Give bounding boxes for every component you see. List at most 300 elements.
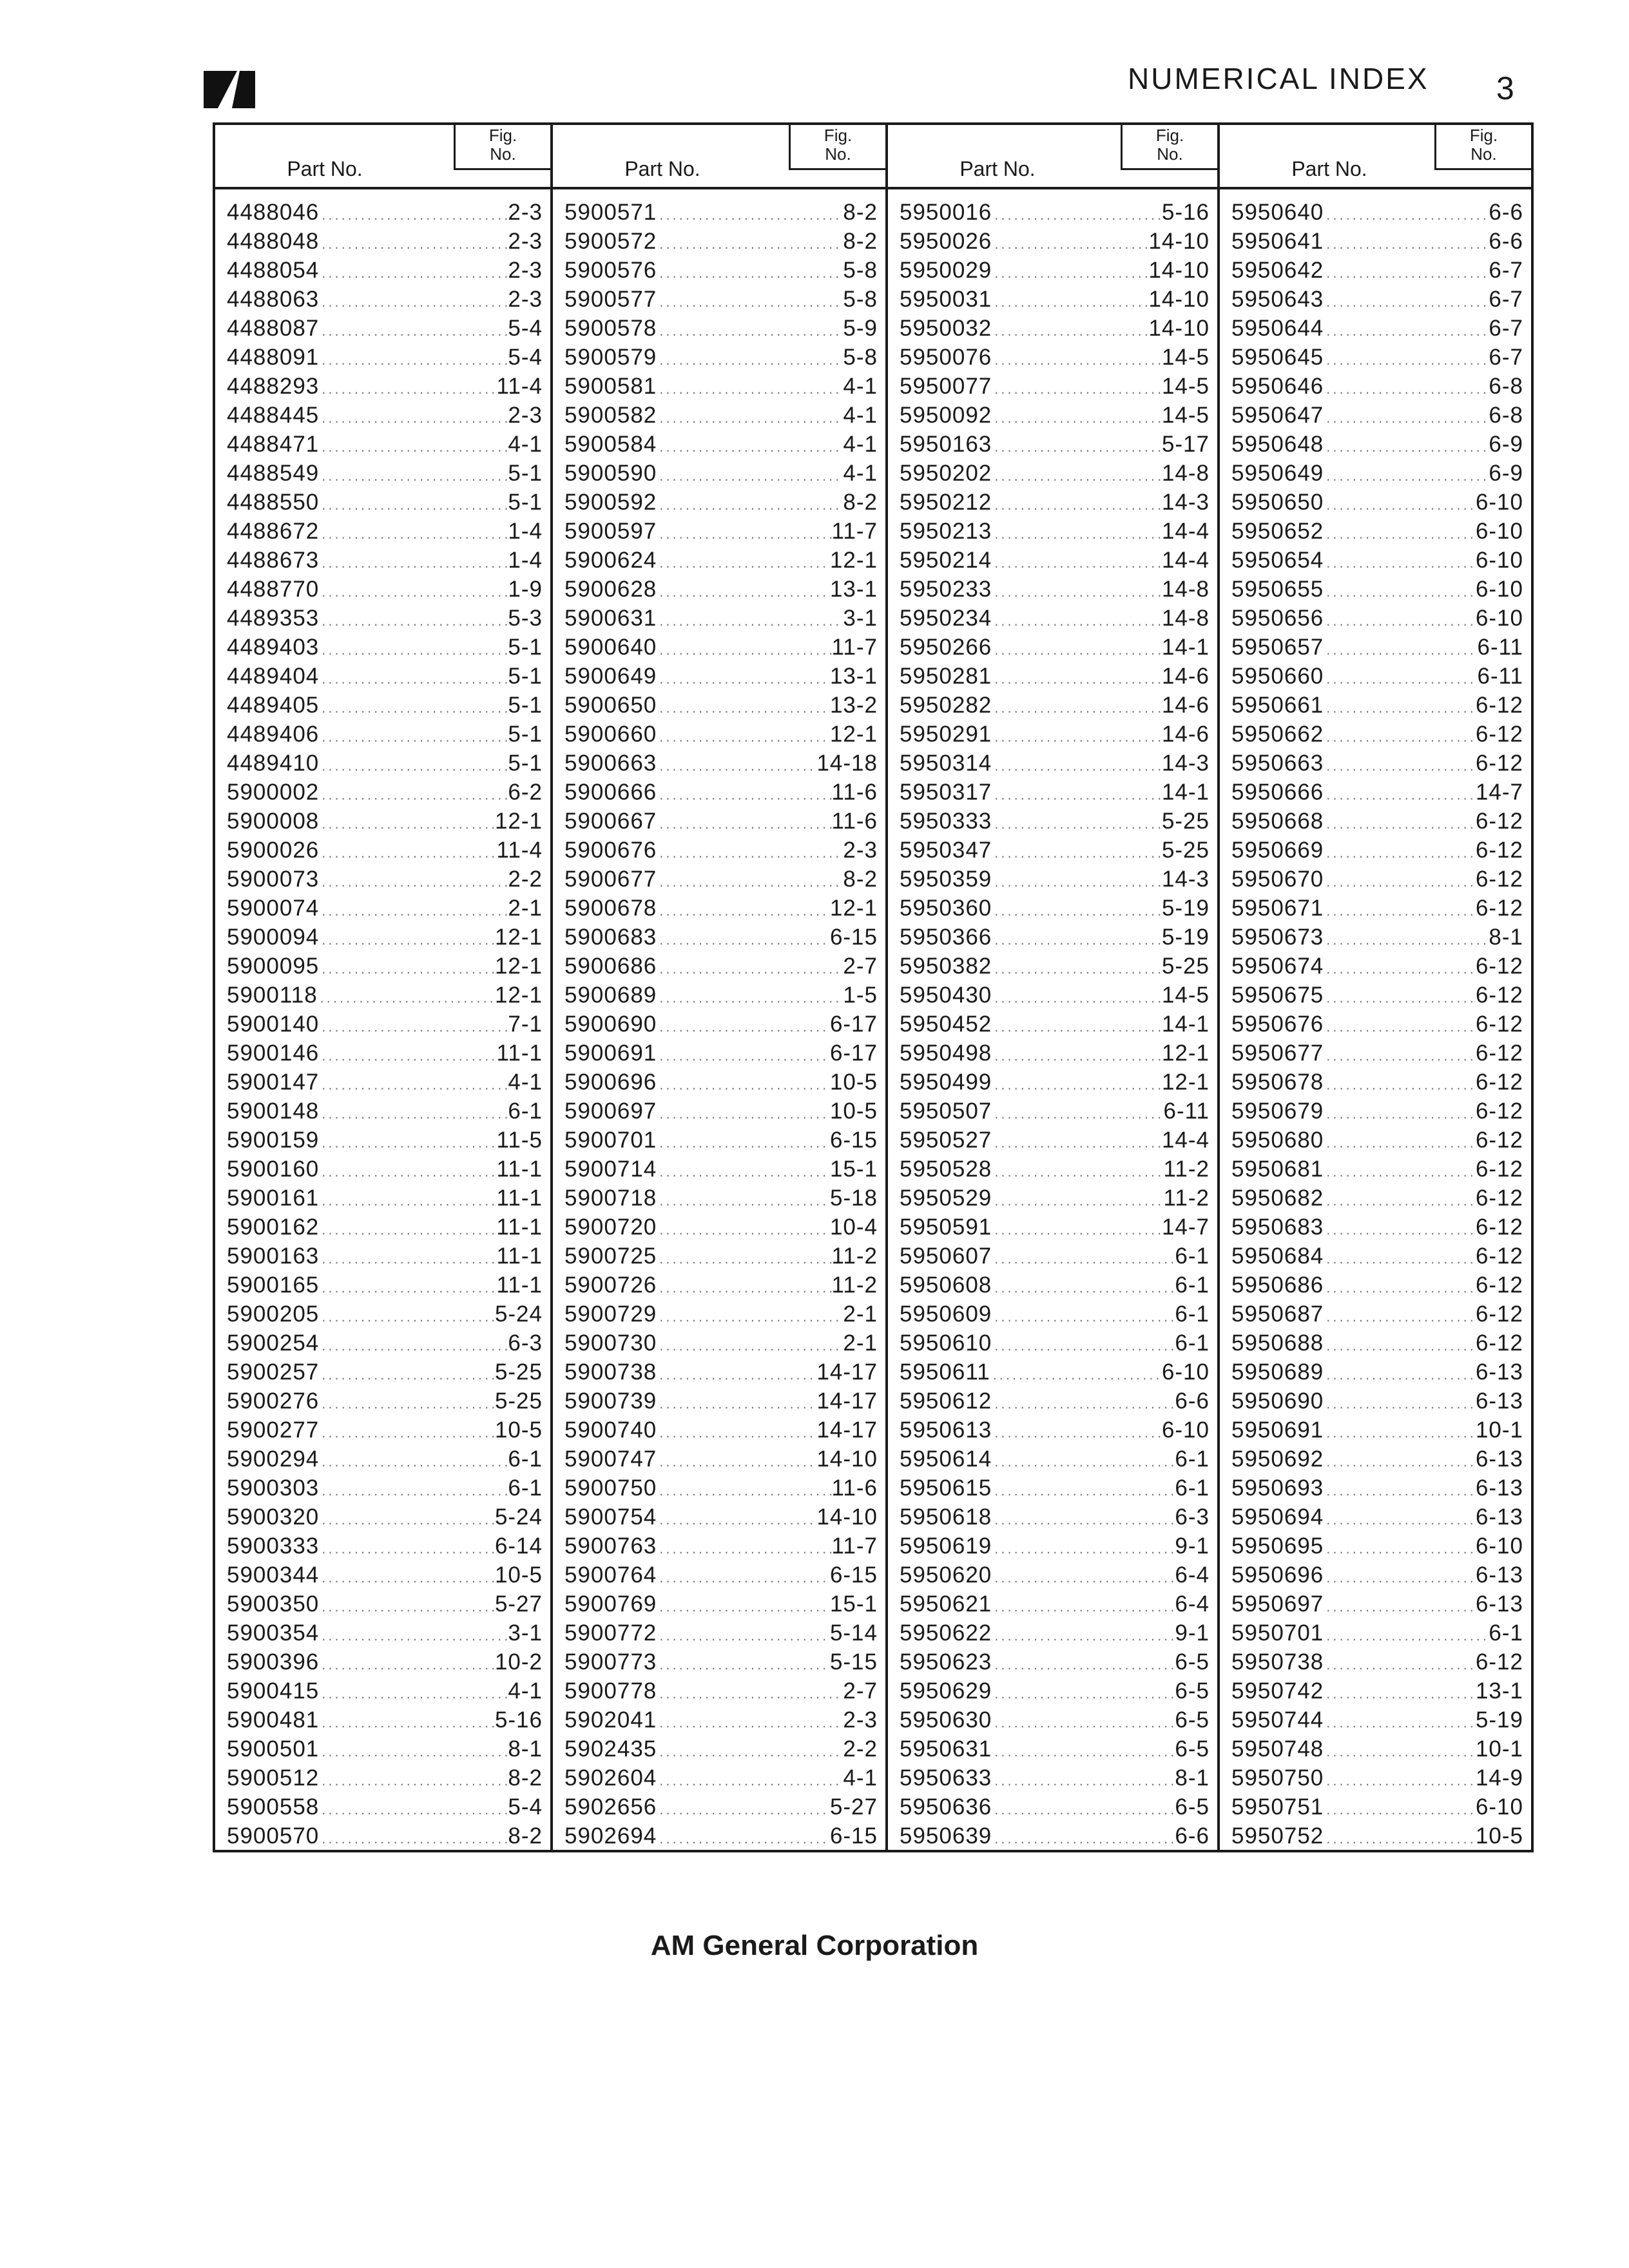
part-number: 5900689 bbox=[564, 983, 657, 1008]
part-number: 5950163 bbox=[900, 432, 992, 457]
dot-leader bbox=[657, 1099, 830, 1126]
dot-leader bbox=[1324, 577, 1476, 604]
part-number: 5950643 bbox=[1231, 287, 1324, 312]
figure-number: 6-12 bbox=[1475, 751, 1523, 776]
part-number: 5950677 bbox=[1231, 1041, 1324, 1066]
dot-leader bbox=[1324, 1505, 1476, 1532]
part-number: 5900677 bbox=[564, 867, 657, 892]
dot-leader bbox=[319, 1418, 495, 1445]
dot-leader bbox=[318, 983, 495, 1010]
part-number: 5950233 bbox=[900, 577, 992, 602]
table-row bbox=[564, 285, 878, 314]
table-row bbox=[227, 836, 543, 865]
figure-number: 14-6 bbox=[1161, 722, 1210, 747]
figure-number: 6-1 bbox=[1175, 1244, 1210, 1269]
figure-number: 1-4 bbox=[508, 519, 543, 544]
dot-leader bbox=[657, 1128, 830, 1155]
table-row bbox=[564, 1155, 878, 1184]
part-number: 5950655 bbox=[1231, 577, 1324, 602]
figure-number: 14-17 bbox=[816, 1389, 878, 1414]
dot-leader bbox=[319, 1244, 496, 1271]
table-row bbox=[1231, 314, 1523, 343]
part-number: 5950615 bbox=[900, 1475, 992, 1501]
table-column-4 bbox=[1217, 125, 1531, 1850]
dot-leader bbox=[1324, 1360, 1476, 1387]
dot-leader bbox=[1324, 461, 1489, 488]
dot-leader bbox=[657, 1679, 843, 1706]
fig-no-header: Fig. No. bbox=[1469, 126, 1498, 164]
part-number: 5900333 bbox=[227, 1533, 320, 1559]
dot-leader bbox=[319, 867, 508, 894]
table-row bbox=[900, 1590, 1210, 1619]
part-number: 5950679 bbox=[1231, 1099, 1324, 1124]
figure-number: 2-7 bbox=[843, 1678, 878, 1704]
table-row bbox=[564, 1242, 878, 1271]
dot-leader bbox=[319, 1592, 495, 1619]
part-number: 5900701 bbox=[564, 1128, 657, 1153]
part-number: 5900161 bbox=[227, 1186, 320, 1211]
table-row bbox=[900, 1184, 1210, 1213]
part-number: 5950750 bbox=[1231, 1765, 1324, 1791]
part-number: 5902656 bbox=[564, 1794, 657, 1820]
figure-number: 5-24 bbox=[494, 1504, 543, 1530]
figure-number: 11-2 bbox=[1163, 1157, 1210, 1182]
dot-leader bbox=[657, 1621, 830, 1648]
dot-leader bbox=[319, 1534, 495, 1561]
part-number: 5950680 bbox=[1231, 1128, 1324, 1153]
part-number: 5900676 bbox=[564, 838, 657, 863]
table-row bbox=[564, 1300, 878, 1329]
figure-number: 10-4 bbox=[829, 1215, 878, 1240]
part-number: 5950657 bbox=[1231, 635, 1324, 660]
figure-number: 2-3 bbox=[508, 403, 543, 428]
table-row bbox=[564, 633, 878, 662]
part-number: 5950281 bbox=[900, 664, 992, 689]
part-number: 5950202 bbox=[900, 461, 992, 486]
figure-number: 14-5 bbox=[1161, 403, 1210, 428]
table-row bbox=[227, 923, 543, 952]
part-number: 5900165 bbox=[227, 1273, 320, 1298]
figure-number: 10-5 bbox=[494, 1562, 543, 1588]
table-row bbox=[564, 662, 878, 691]
dot-leader bbox=[1324, 374, 1489, 401]
part-number: 4488673 bbox=[227, 548, 320, 573]
table-row bbox=[1231, 1619, 1523, 1648]
part-number: 5950016 bbox=[900, 200, 992, 225]
figure-number: 14-3 bbox=[1161, 490, 1210, 515]
table-column-1 bbox=[215, 125, 550, 1850]
figure-number: 5-27 bbox=[494, 1591, 543, 1617]
part-number: 5950529 bbox=[900, 1186, 992, 1211]
dot-leader bbox=[657, 983, 843, 1010]
figure-number: 5-25 bbox=[494, 1389, 543, 1414]
part-number: 5900738 bbox=[564, 1360, 657, 1385]
figure-number: 3-1 bbox=[508, 1620, 543, 1646]
table-row bbox=[227, 285, 543, 314]
table-row bbox=[1231, 372, 1523, 401]
part-number: 5900002 bbox=[227, 780, 320, 805]
table-row bbox=[900, 1039, 1210, 1068]
figure-number: 6-5 bbox=[1175, 1707, 1210, 1733]
dot-leader bbox=[657, 693, 830, 720]
part-number: 5950610 bbox=[900, 1331, 992, 1356]
table-row bbox=[564, 488, 878, 517]
dot-leader bbox=[992, 577, 1162, 604]
table-row bbox=[227, 1590, 543, 1619]
figure-number: 9-1 bbox=[1175, 1620, 1210, 1646]
figure-number: 6-14 bbox=[494, 1533, 543, 1559]
figure-number: 6-10 bbox=[1475, 1794, 1523, 1820]
part-number: 5950031 bbox=[900, 287, 992, 312]
table-row bbox=[227, 894, 543, 923]
part-number: 4488054 bbox=[227, 258, 320, 283]
table-row bbox=[1231, 894, 1523, 923]
figure-number: 10-5 bbox=[494, 1418, 543, 1443]
part-number: 5950696 bbox=[1231, 1562, 1324, 1588]
figure-number: 12-1 bbox=[829, 896, 878, 921]
figure-number: 12-1 bbox=[494, 954, 543, 979]
part-number: 5900578 bbox=[564, 316, 657, 341]
figure-number: 6-12 bbox=[1475, 983, 1523, 1008]
figure-number: 4-1 bbox=[843, 432, 878, 457]
table-row bbox=[227, 343, 543, 372]
dot-leader bbox=[657, 1244, 831, 1271]
figure-number: 5-4 bbox=[508, 316, 543, 341]
figure-number: 8-2 bbox=[843, 200, 878, 225]
part-number: 5950527 bbox=[900, 1128, 992, 1153]
part-number: 5900581 bbox=[564, 374, 657, 399]
dot-leader bbox=[319, 1041, 496, 1068]
figure-number: 4-1 bbox=[508, 432, 543, 457]
dot-leader bbox=[319, 896, 508, 923]
figure-number: 1-5 bbox=[843, 983, 878, 1008]
part-number: 5900763 bbox=[564, 1533, 657, 1559]
dot-leader bbox=[992, 490, 1162, 517]
dot-leader bbox=[319, 1128, 496, 1155]
part-number: 5950681 bbox=[1231, 1157, 1324, 1182]
dot-leader bbox=[1324, 954, 1476, 981]
table-row bbox=[1231, 1300, 1523, 1329]
company-logo-icon bbox=[204, 71, 262, 108]
table-row bbox=[564, 1763, 878, 1792]
table-row bbox=[900, 1213, 1210, 1242]
dot-leader bbox=[657, 1563, 830, 1590]
figure-number: 9-1 bbox=[1175, 1533, 1210, 1559]
table-row bbox=[227, 1677, 543, 1706]
dot-leader bbox=[319, 1679, 508, 1706]
figure-number: 11-2 bbox=[831, 1244, 878, 1269]
dot-leader bbox=[657, 1041, 830, 1068]
part-number: 5950695 bbox=[1231, 1533, 1324, 1559]
dot-leader bbox=[992, 1012, 1162, 1039]
figure-number: 2-3 bbox=[843, 838, 878, 863]
part-number: 5950684 bbox=[1231, 1244, 1324, 1269]
figure-number: 6-1 bbox=[1175, 1331, 1210, 1356]
row-list bbox=[900, 198, 1210, 1850]
part-number: 5900628 bbox=[564, 577, 657, 602]
dot-leader bbox=[1324, 1244, 1476, 1271]
table-row bbox=[564, 923, 878, 952]
figure-number: 5-8 bbox=[843, 258, 878, 283]
dot-leader bbox=[319, 1157, 496, 1184]
dot-leader bbox=[992, 925, 1162, 952]
part-number: 5900690 bbox=[564, 1012, 657, 1037]
figure-number: 11-2 bbox=[831, 1273, 878, 1298]
part-number: 5900740 bbox=[564, 1418, 657, 1443]
figure-number: 6-12 bbox=[1475, 1331, 1523, 1356]
figure-number: 6-5 bbox=[1175, 1678, 1210, 1704]
part-number: 5950650 bbox=[1231, 490, 1324, 515]
part-number: 5900254 bbox=[227, 1331, 320, 1356]
part-number: 4489353 bbox=[227, 606, 320, 631]
dot-leader bbox=[1324, 1273, 1476, 1300]
dot-leader bbox=[657, 867, 843, 894]
dot-leader bbox=[992, 983, 1162, 1010]
figure-number: 15-1 bbox=[829, 1157, 878, 1182]
part-number: 5900666 bbox=[564, 780, 657, 805]
part-number: 5950360 bbox=[900, 896, 992, 921]
part-number: 4488293 bbox=[227, 374, 320, 399]
part-number: 5900205 bbox=[227, 1302, 320, 1327]
dot-leader bbox=[319, 1099, 508, 1126]
dot-leader bbox=[319, 1012, 508, 1039]
table-row bbox=[564, 894, 878, 923]
table-row bbox=[900, 1242, 1210, 1271]
part-number: 5900729 bbox=[564, 1302, 657, 1327]
dot-leader bbox=[319, 1824, 508, 1850]
column-header bbox=[1220, 125, 1531, 189]
figure-number: 6-1 bbox=[1489, 1620, 1523, 1646]
part-number: 5900725 bbox=[564, 1244, 657, 1269]
table-row bbox=[227, 1416, 543, 1445]
table-row bbox=[227, 1300, 543, 1329]
figure-number: 14-8 bbox=[1161, 577, 1210, 602]
table-row bbox=[227, 1271, 543, 1300]
part-number: 5950691 bbox=[1231, 1418, 1324, 1443]
table-row bbox=[900, 807, 1210, 836]
part-number: 5950688 bbox=[1231, 1331, 1324, 1356]
dot-leader bbox=[319, 548, 508, 575]
part-number: 5900344 bbox=[227, 1562, 320, 1588]
table-row bbox=[227, 1532, 543, 1561]
table-row bbox=[227, 749, 543, 778]
figure-number: 5-14 bbox=[829, 1620, 878, 1646]
figure-number: 6-1 bbox=[1175, 1273, 1210, 1298]
part-number: 5900597 bbox=[564, 519, 657, 544]
table-row bbox=[564, 1821, 878, 1850]
table-row bbox=[1231, 1068, 1523, 1097]
figure-number: 6-12 bbox=[1475, 867, 1523, 892]
table-row bbox=[227, 314, 543, 343]
figure-number: 6-12 bbox=[1475, 1157, 1523, 1182]
part-number: 5950452 bbox=[900, 1012, 992, 1037]
dot-leader bbox=[992, 896, 1162, 923]
dot-leader bbox=[657, 1012, 830, 1039]
table-row bbox=[227, 1474, 543, 1503]
dot-leader bbox=[992, 635, 1162, 662]
figure-number: 6-1 bbox=[508, 1446, 543, 1472]
part-number: 5900678 bbox=[564, 896, 657, 921]
part-number: 5950333 bbox=[900, 809, 992, 834]
figure-number: 5-25 bbox=[494, 1360, 543, 1385]
dot-leader bbox=[1324, 432, 1489, 459]
table-row bbox=[900, 691, 1210, 720]
page-title: NUMERICAL INDEX bbox=[1128, 62, 1429, 95]
figure-number: 6-7 bbox=[1489, 316, 1523, 341]
part-number: 5950623 bbox=[900, 1649, 992, 1675]
dot-leader bbox=[1324, 1679, 1476, 1706]
figure-number: 11-1 bbox=[496, 1186, 543, 1211]
table-row bbox=[1231, 1242, 1523, 1271]
table-row bbox=[900, 1387, 1210, 1416]
dot-leader bbox=[657, 1215, 830, 1242]
figure-number: 5-9 bbox=[843, 316, 878, 341]
part-number: 5900512 bbox=[227, 1765, 320, 1791]
figure-number: 6-13 bbox=[1475, 1591, 1523, 1617]
table-row bbox=[900, 981, 1210, 1010]
table-row bbox=[227, 1763, 543, 1792]
figure-number: 5-1 bbox=[508, 751, 543, 776]
table-row bbox=[1231, 343, 1523, 372]
table-row bbox=[564, 517, 878, 546]
dot-leader bbox=[657, 461, 843, 488]
part-number: 5950676 bbox=[1231, 1012, 1324, 1037]
table-row bbox=[900, 459, 1210, 488]
figure-number: 2-3 bbox=[508, 200, 543, 225]
figure-number: 6-5 bbox=[1175, 1736, 1210, 1762]
dot-leader bbox=[992, 1505, 1175, 1532]
dot-leader bbox=[992, 1302, 1175, 1329]
part-number: 5902435 bbox=[564, 1736, 657, 1762]
figure-number: 14-10 bbox=[1148, 229, 1210, 254]
figure-number: 6-10 bbox=[1161, 1418, 1210, 1443]
dot-leader bbox=[992, 287, 1148, 314]
part-number: 4488087 bbox=[227, 316, 320, 341]
table-row bbox=[227, 1445, 543, 1474]
dot-leader bbox=[992, 1824, 1175, 1850]
part-number: 5900276 bbox=[227, 1389, 320, 1414]
dot-leader bbox=[657, 1418, 816, 1445]
part-number: 5900773 bbox=[564, 1649, 657, 1675]
part-number: 5950660 bbox=[1231, 664, 1324, 689]
part-number: 4488046 bbox=[227, 200, 320, 225]
dot-leader bbox=[1324, 1824, 1476, 1850]
table-row bbox=[900, 372, 1210, 401]
table-row bbox=[900, 836, 1210, 865]
dot-leader bbox=[1324, 606, 1476, 633]
table-row bbox=[564, 1532, 878, 1561]
dot-leader bbox=[319, 1476, 508, 1503]
dot-leader bbox=[992, 316, 1148, 343]
figure-number: 11-6 bbox=[831, 809, 878, 834]
dot-leader bbox=[657, 1331, 843, 1358]
figure-number: 4-1 bbox=[843, 403, 878, 428]
part-number: 5900592 bbox=[564, 490, 657, 515]
dot-leader bbox=[319, 1505, 495, 1532]
fig-no-header: Fig. No. bbox=[488, 126, 517, 164]
part-number: 4489410 bbox=[227, 751, 320, 776]
part-number: 5900095 bbox=[227, 954, 320, 979]
part-number: 5900277 bbox=[227, 1418, 320, 1443]
dot-leader bbox=[992, 461, 1162, 488]
part-number: 5900294 bbox=[227, 1446, 320, 1472]
figure-number: 4-1 bbox=[508, 1070, 543, 1095]
table-row bbox=[1231, 488, 1523, 517]
part-number: 5900754 bbox=[564, 1504, 657, 1530]
table-row bbox=[900, 546, 1210, 575]
table-row bbox=[227, 1010, 543, 1039]
dot-leader bbox=[992, 1331, 1175, 1358]
part-number: 5950697 bbox=[1231, 1591, 1324, 1617]
part-no-header: Part No. bbox=[624, 157, 700, 180]
figure-number: 7-1 bbox=[508, 1012, 543, 1037]
part-number: 5950683 bbox=[1231, 1215, 1324, 1240]
figure-number: 6-9 bbox=[1489, 461, 1523, 486]
table-row bbox=[900, 1706, 1210, 1735]
table-row bbox=[900, 401, 1210, 430]
table-row bbox=[227, 1792, 543, 1821]
part-number: 5900118 bbox=[227, 983, 318, 1008]
table-row bbox=[227, 1068, 543, 1097]
figure-number: 14-18 bbox=[816, 751, 878, 776]
table-row bbox=[564, 1213, 878, 1242]
dot-leader bbox=[657, 1824, 830, 1850]
part-number: 5900576 bbox=[564, 258, 657, 283]
figure-number: 11-1 bbox=[496, 1273, 543, 1298]
figure-number: 6-15 bbox=[829, 1128, 878, 1153]
table-row bbox=[1231, 1097, 1523, 1126]
dot-leader bbox=[319, 432, 508, 459]
dot-leader bbox=[657, 896, 830, 923]
figure-number: 5-15 bbox=[829, 1649, 878, 1675]
part-number: 4488550 bbox=[227, 490, 320, 515]
figure-number: 5-4 bbox=[508, 345, 543, 370]
table-row bbox=[564, 198, 878, 227]
dot-leader bbox=[992, 1650, 1175, 1677]
table-row bbox=[900, 720, 1210, 749]
table-row bbox=[1231, 1735, 1523, 1763]
dot-leader bbox=[992, 1041, 1162, 1068]
dot-leader bbox=[319, 1650, 495, 1677]
table-row bbox=[564, 865, 878, 894]
table-row bbox=[227, 1155, 543, 1184]
table-row bbox=[564, 546, 878, 575]
part-number: 5900147 bbox=[227, 1070, 320, 1095]
dot-leader bbox=[657, 287, 843, 314]
dot-leader bbox=[657, 809, 831, 836]
part-number: 5950738 bbox=[1231, 1649, 1324, 1675]
part-number: 5950654 bbox=[1231, 548, 1324, 573]
figure-number: 6-12 bbox=[1475, 1186, 1523, 1211]
part-number: 5950682 bbox=[1231, 1186, 1324, 1211]
part-number: 5950317 bbox=[900, 780, 992, 805]
figure-number: 6-7 bbox=[1489, 258, 1523, 283]
table-row bbox=[227, 633, 543, 662]
dot-leader bbox=[319, 345, 508, 372]
dot-leader bbox=[657, 432, 843, 459]
part-number: 5950701 bbox=[1231, 1620, 1324, 1646]
table-row bbox=[1231, 1010, 1523, 1039]
figure-number: 6-15 bbox=[829, 1823, 878, 1849]
figure-number: 6-12 bbox=[1475, 1302, 1523, 1327]
table-row bbox=[900, 1532, 1210, 1561]
table-row bbox=[900, 1416, 1210, 1445]
table-row bbox=[900, 662, 1210, 691]
table-row bbox=[900, 285, 1210, 314]
figure-number: 5-3 bbox=[508, 606, 543, 631]
part-number: 5950282 bbox=[900, 693, 992, 718]
dot-leader bbox=[1324, 1128, 1476, 1155]
